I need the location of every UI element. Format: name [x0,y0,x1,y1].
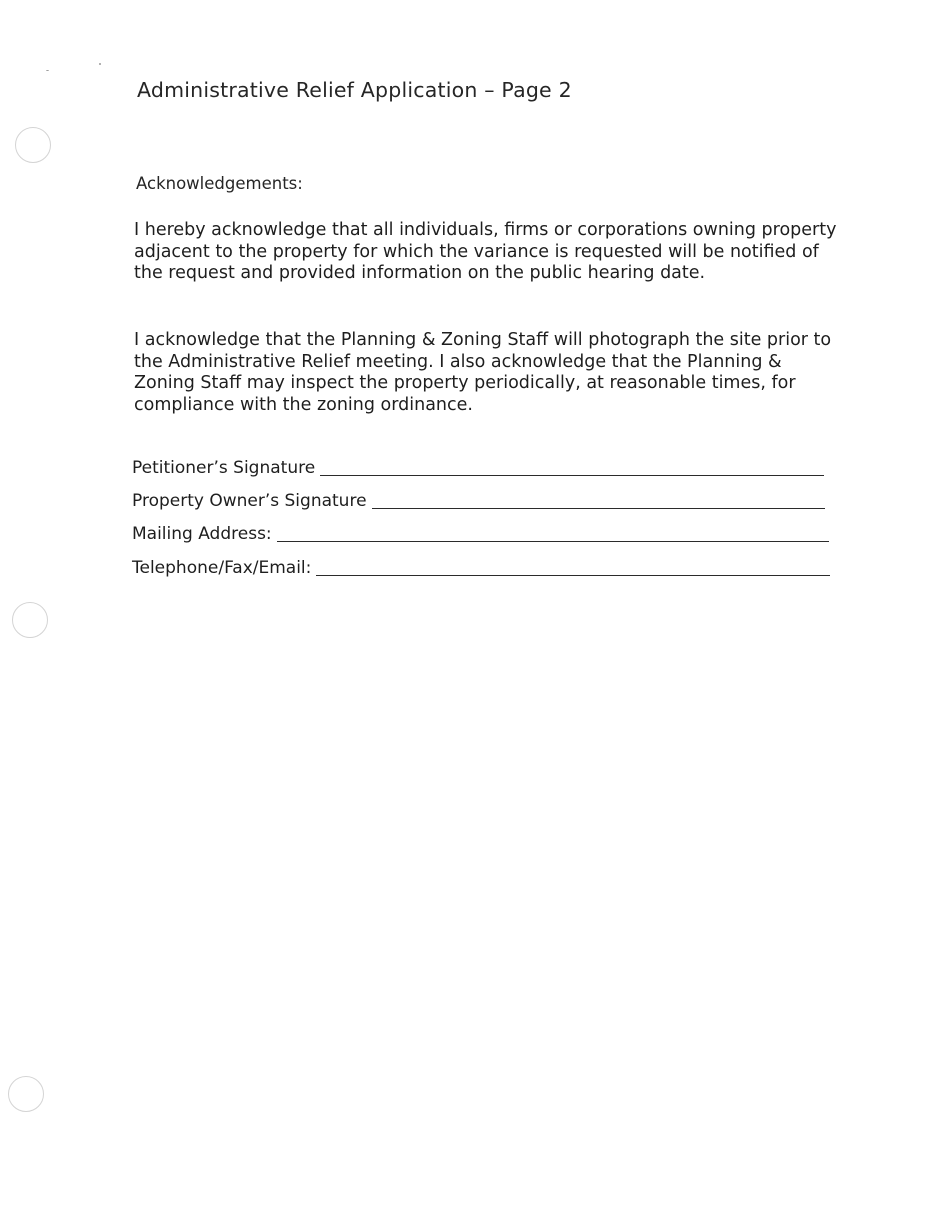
punch-hole-bottom [8,1076,44,1112]
signature-line[interactable] [320,474,824,476]
signature-line[interactable] [372,507,825,509]
punch-hole-middle [12,602,48,638]
punch-hole-top [15,127,51,163]
input-line[interactable] [277,540,829,542]
page-title: Administrative Relief Application – Page 2 [137,78,572,102]
acknowledgement-paragraph-notification: I hereby acknowledge that all individuals, firms or corporations owning property adjacent to the property for which the variance is requested will be notified of the request and provided information on the public hearing date. [134,220,837,283]
input-line[interactable] [316,574,830,576]
property-owner-signature-field[interactable] [132,491,825,511]
telephone-fax-email-field[interactable] [132,558,830,578]
acknowledgement-paragraph-inspection: I acknowledge that the Planning & Zoning Staff will photograph the site prior to the Administrative Relief meeting. I also acknowledge that the Planning & Zoning Staff may inspect the property periodically, at reasonable times, for compliance with the zoning ordinance. [134,330,832,415]
mailing-address-field[interactable] [132,524,829,544]
petitioner-signature-field[interactable] [132,458,824,478]
field-label: Property Owner’s Signature [132,491,367,511]
scan-speck [99,63,101,65]
field-label: Mailing Address: [132,524,272,544]
field-label: Petitioner’s Signature [132,458,316,478]
section-heading: Acknowledgements: [136,174,303,193]
scan-speck [46,70,49,71]
field-label: Telephone/Fax/Email: [132,558,312,578]
